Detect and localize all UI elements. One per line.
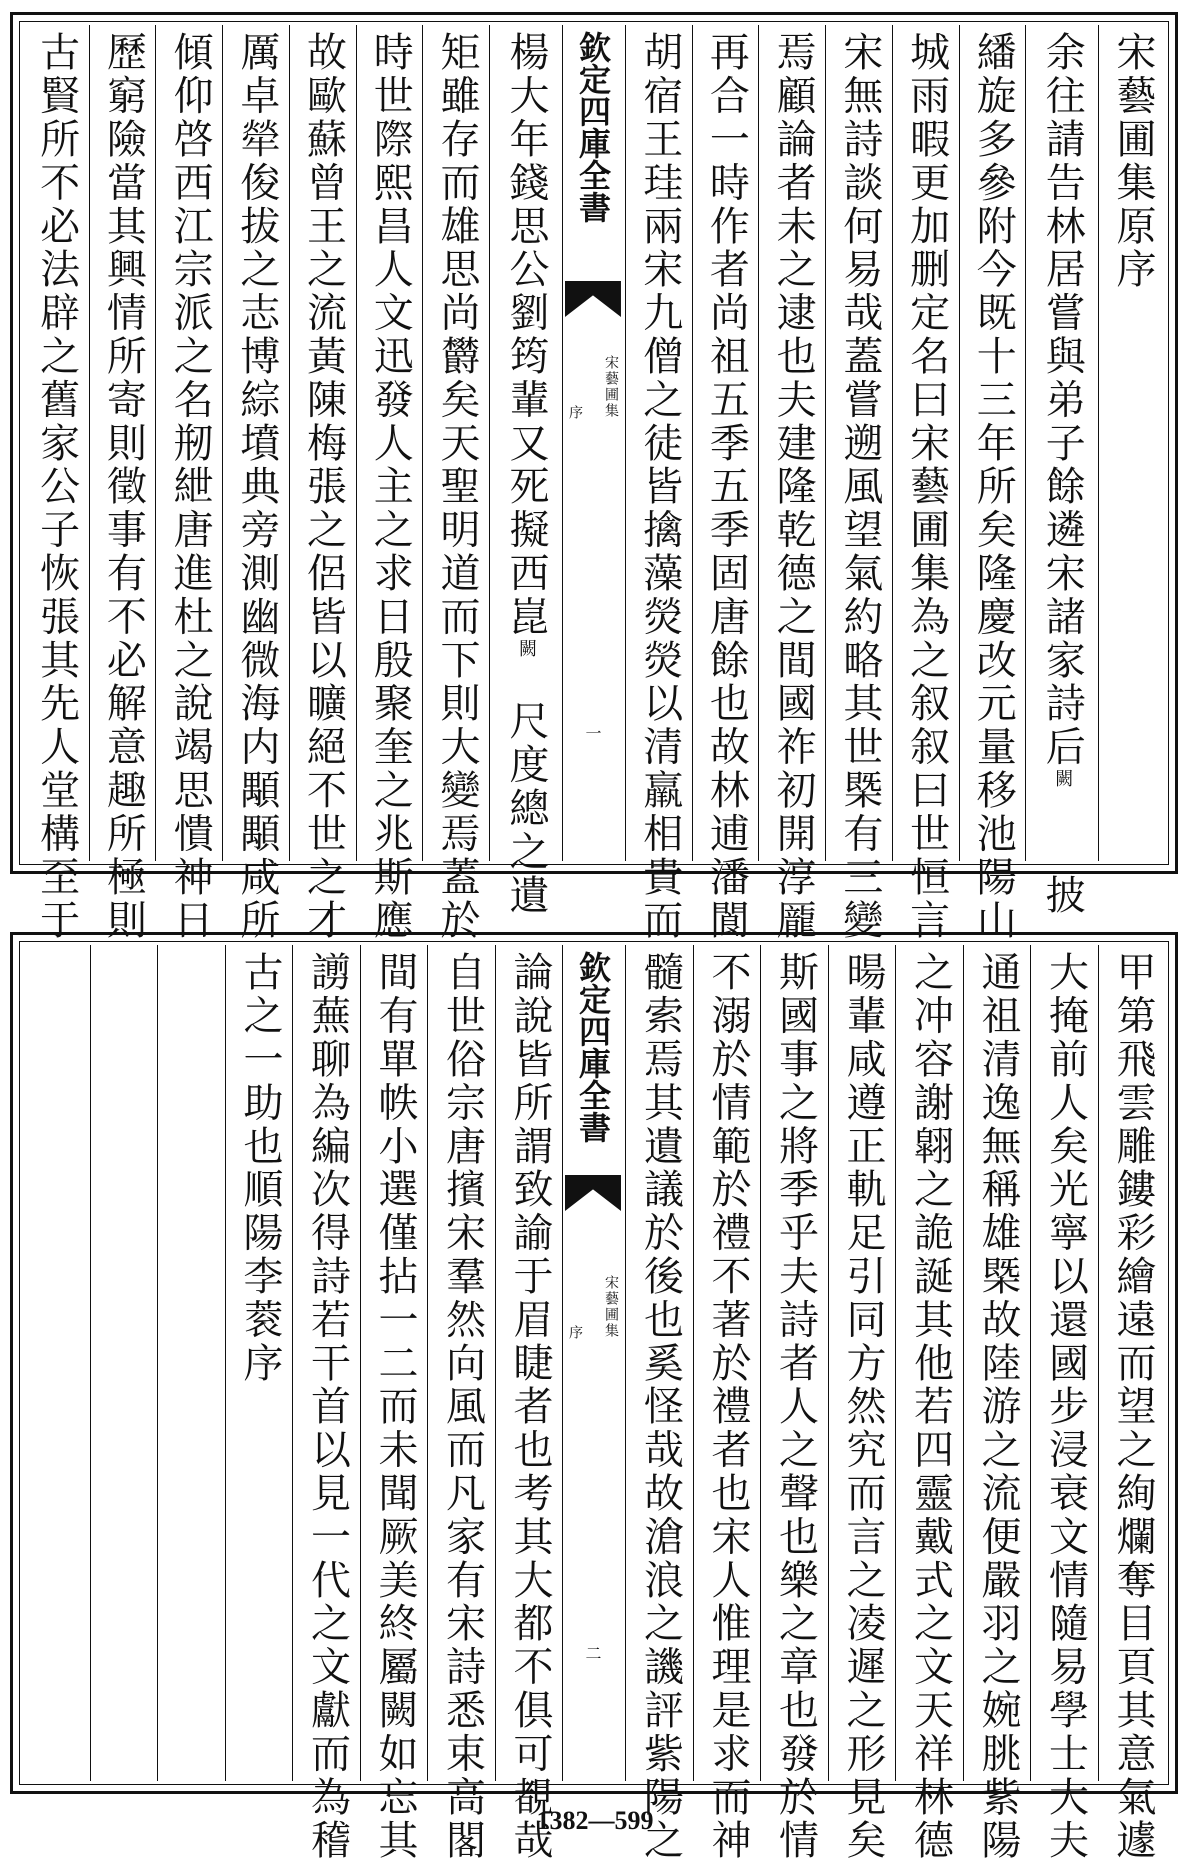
page-number: 1382—599 [536, 1806, 654, 1835]
empty-column [23, 945, 90, 1781]
text-column: 通祖清逸無稱雄槩故陸游之流便嚴羽之婉朓紫陽 [963, 945, 1031, 1781]
text-column: 古賢所不必法辟之舊家公子恢張其先人堂構至于 [33, 31, 80, 943]
text-column: 髓索焉其遺議於後也奚怪哉故滄浪之譏評紫陽之 [625, 945, 693, 1781]
text-column: 城雨暇更加删定名曰宋藝圃集為之叙叙曰世恒言 [892, 25, 959, 861]
text-column: 厲卓犖俊拔之志博綜墳典旁測幽微海内顒顒咸所 [222, 25, 289, 861]
empty-column [157, 945, 225, 1781]
text-column: 自世俗宗唐擯宋羣然向風而凡家有宋詩悉束高閣 [427, 945, 495, 1781]
text-column: 歷窮險當其興情所寄則徵事有不必解意趣所極則 [89, 25, 156, 861]
text-column: 宋藝圃集原序 [1098, 25, 1165, 861]
gutter-book-title: 宋藝圃集 [603, 1275, 619, 1339]
gutter-book-title: 宋藝圃集 [602, 355, 619, 419]
text-column: 古之一助也順陽李蓘序 [225, 945, 293, 1781]
text-column: 矩雖存而雄思尚欝矣天聖明道而下則大變焉蓋於 [422, 25, 489, 861]
text-column: 之冲容謝翶之詭誕其他若四靈戴式之文天祥林德 [895, 945, 963, 1781]
gutter-section: 序 [566, 405, 583, 419]
text-column: 時世際熙昌人文迅發人主之求日殷聚奎之兆斯應 [356, 25, 423, 861]
text-column: 謭蕪聊為編次得詩若干首以見一代之文獻而為稽 [292, 945, 360, 1781]
fishtail-ornament [565, 1175, 621, 1211]
text-column: 斯國事之將季乎夫詩者人之聲也樂之章也發於情 [760, 945, 828, 1781]
text-column: 論說皆所謂致諭于眉睫者也考其大都不俱可覩哉 [495, 945, 563, 1781]
text-column: 焉顧論者未之逮也夫建隆乾德之間國祚初開淳龎 [758, 25, 825, 861]
text-column: 大掩前人矣光寧以還國步浸衰文情隨易學士大夫 [1030, 945, 1098, 1781]
top-page-frame [10, 12, 1178, 943]
text-column: 傾仰啓西江宗派之名剏紲唐進杜之說竭思憒神日 [155, 25, 222, 861]
center-gutter [562, 945, 625, 1781]
text-column: 故歐蘇曾王之流黃陳梅張之侶皆以曠絕不世之才 [289, 25, 356, 861]
text-column: 甲第飛雲雕鏤彩繪遠而望之絢爛奪目頁其意氣遽 [1098, 945, 1166, 1781]
text-column: 繙旋多參附今既十三年所矣隆慶改元量移池陽山 [959, 25, 1026, 861]
text-column: 宋無詩談何易哉蓋嘗遡風望氣約略其世槩有三變 [825, 25, 892, 861]
leaf-marker: 二 [583, 1645, 602, 1661]
imprint-label: 欽定四庫全書 [574, 951, 612, 1143]
text-column: 暘輩咸遵正軌足引同方然究而言之凌遲之形見矣 [828, 945, 896, 1781]
leaf-marker: 一 [582, 725, 602, 741]
text-column: 不溺於情範於禮不著於禮者也宋人惟理是求而神 [693, 945, 761, 1781]
gutter-section: 序 [567, 1325, 583, 1339]
fishtail-ornament [565, 281, 621, 317]
text-column: 間有單帙小選僅拈一二而未聞厥美終屬闕如忘其 [360, 945, 428, 1781]
text-column: 再合一時作者尚祖五季五季固唐餘也故林逋潘閬 [692, 25, 759, 861]
center-gutter [562, 25, 625, 861]
text-column: 胡宿王珪兩宋九僧之徒皆擒藻熒熒以清羸相貴而 [625, 25, 692, 861]
top-columns [23, 25, 1165, 943]
imprint-label: 欽定四庫全書 [573, 31, 612, 223]
lacuna-note: 闕 [515, 638, 537, 657]
empty-column [90, 945, 158, 1781]
text-column: 余往請告林居嘗與弟子餘遴宋諸家詩后闕 披 [1025, 25, 1098, 861]
lacuna-note: 闕 [1052, 768, 1074, 787]
text-column: 楊大年錢思公劉筠輩又死擬西崑闕 尺度總之遺 [489, 25, 562, 861]
